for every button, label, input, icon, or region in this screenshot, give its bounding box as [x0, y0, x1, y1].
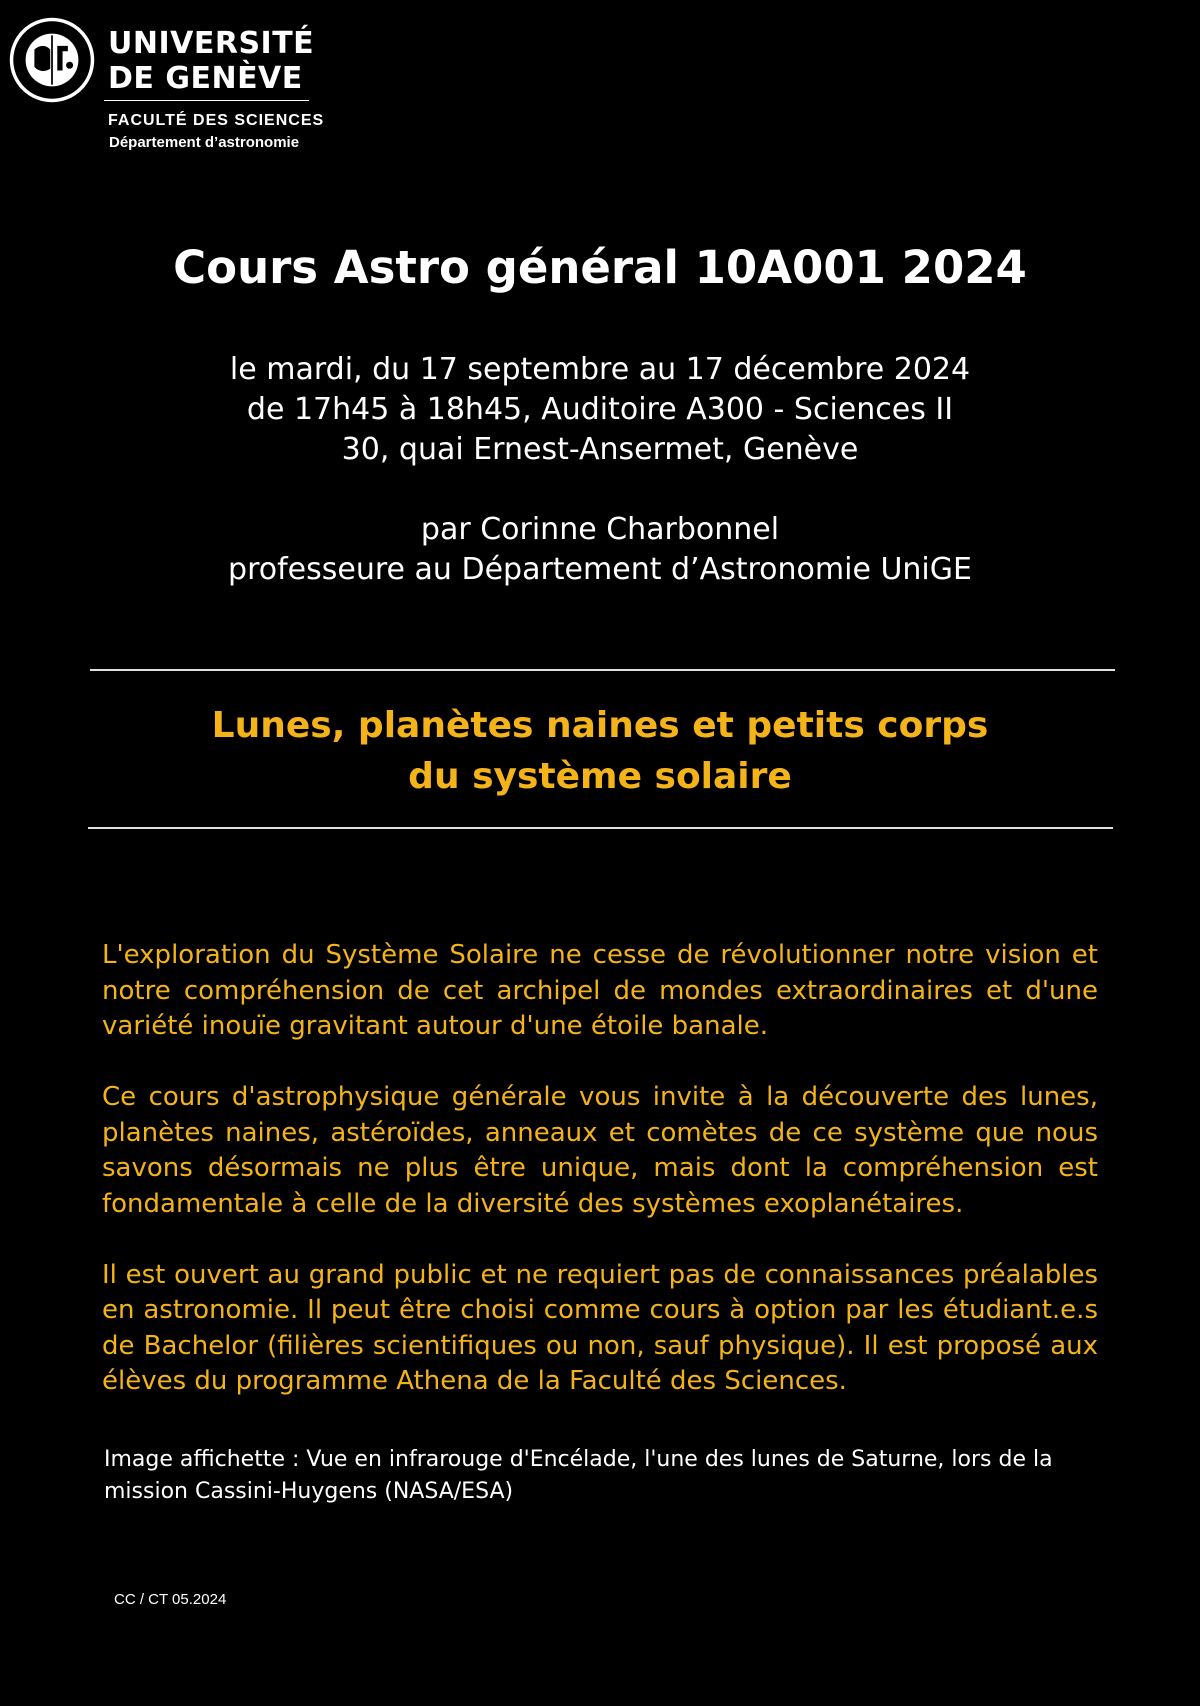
topic-divider-top: [90, 669, 1115, 671]
university-header: [8, 14, 328, 154]
schedule-dates: le mardi, du 17 septembre au 17 décembre 2024: [229, 352, 971, 387]
image-credit: Image affichette : Vue en infrarouge d'Encélade, l'une des lunes de Saturne, lors de la mission Cassini-Huygens (NASA/ESA): [104, 1447, 1053, 1504]
lecturer-name: par Corinne Charbonnel: [420, 512, 780, 547]
university-name: [108, 26, 314, 96]
topic-title-line2: du système solaire: [408, 756, 792, 797]
course-description: [102, 938, 1098, 1435]
university-seal-logo: [8, 14, 96, 106]
description-paragraph: Il est ouvert au grand public et ne requiert pas de connaissances préalables en astronomie. Il peut être choisi comme cours à option par les étudiant.e.s de Bachelor (filières scientifiques ou non, sauf physique). Il est proposé aux élèves du programme Athena de la Faculté des Sciences.: [102, 1259, 1098, 1396]
topic-title-line1: Lunes, planètes naines et petits corps: [211, 705, 989, 746]
venue-address: 30, quai Ernest-Ansermet, Genève: [341, 432, 859, 467]
faculty-name: FACULTÉ DES SCIENCES: [108, 112, 325, 129]
topic-divider-bottom: [88, 827, 1113, 829]
schedule-time-room: de 17h45 à 18h45, Auditoire A300 - Sciences II: [246, 392, 954, 427]
footer-reference: CC / CT 05.2024: [114, 1591, 227, 1608]
header-divider: [104, 100, 309, 101]
description-paragraph: Ce cours d'astrophysique générale vous invite à la découverte des lunes, planètes naines, astéroïdes, anneaux et comètes de ce système que nous savons désormais ne plus être unique, mais dont la compréhension est fondamentale à celle de la diversité des systèmes exoplanétaires.: [102, 1082, 1098, 1219]
university-name-line1: UNIVERSITÉ: [108, 26, 315, 61]
topic-title: [0, 700, 1200, 802]
department-name: Département d’astronomie: [109, 134, 300, 151]
course-title: Cours Astro général 10A001 2024: [173, 241, 1027, 294]
university-name-line2: DE GENÈVE: [108, 61, 303, 96]
course-info: [0, 350, 1200, 590]
lecturer-role: professeure au Département d’Astronomie UniGE: [228, 552, 972, 587]
description-paragraph: L'exploration du Système Solaire ne cesse de révolutionner notre vision et notre compréhension de cet archipel de mondes extraordinaires et d'une variété inouïe gravitant autour d'une étoile banale.: [102, 940, 1098, 1041]
